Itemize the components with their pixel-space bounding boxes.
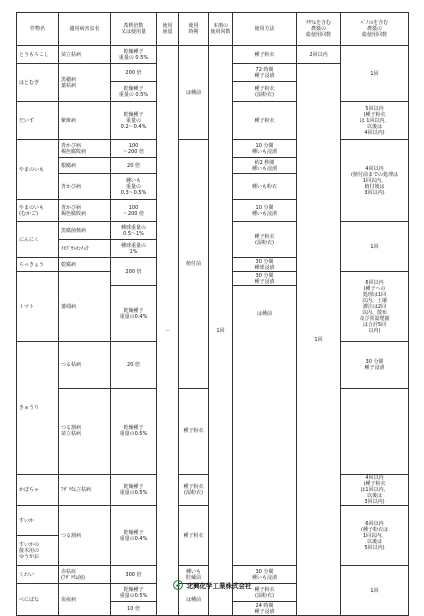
cell-crop: トマト (17, 272, 59, 342)
cell-dilution: 100 ～200 倍 (111, 140, 157, 158)
cell-dilution: 200 倍 (111, 64, 157, 82)
cell-crop: べにばな (17, 584, 59, 616)
cell-crop: はとむぎ (17, 64, 59, 102)
cell-dilution: 乾燥種子 重量の0.5% (111, 388, 157, 474)
cell-benomyl: 6回以内 (種子粉衣は 1回以内、 以後は 5回以内) (341, 506, 409, 566)
cell-dilution: 200 倍 (111, 258, 157, 286)
cell-method: 種子粉衣 (湿粉衣) (233, 82, 297, 102)
header-count: 本剤の 使用回数 (209, 13, 233, 46)
cell-volume: － (157, 46, 179, 616)
cell-dilution: 乾燥種子 重量の 0.5% (111, 82, 157, 102)
footer (0, 578, 424, 592)
company-name: 北興化学工業株式会社 (186, 581, 252, 590)
cell-method: 30 分間 種子浸漬 (233, 272, 297, 286)
cell-thiram: 2回以内 (297, 46, 341, 64)
cell-count: 1回 (209, 46, 233, 616)
cell-timing: は種前 (179, 46, 209, 140)
cell-disease: 萎凋病 (59, 272, 111, 342)
cell-benomyl: 1回 (341, 566, 409, 616)
cell-disease: 苗立枯病 (59, 46, 111, 64)
cell-disease: つる枯病 (59, 342, 111, 389)
header-crop: 作物名 (17, 13, 59, 46)
cell-dilution: 種球重量の 0.5～1% (111, 222, 157, 240)
header-benomyl-total: ﾍﾞﾉﾐﾙを含む 農薬の 総使用回数 (341, 13, 409, 46)
header-dilution: 希釈倍数 又は使用量 (111, 13, 157, 46)
cell-disease: 青かび病 (59, 174, 111, 200)
cell-benomyl: 1回 (341, 46, 409, 102)
cell-timing: は種前 (179, 584, 209, 616)
cell-method: 30 分間 種いも浸漬 (233, 566, 297, 584)
cell-disease: 黒腐菌核病 (59, 222, 111, 240)
cell-benomyl: 5回以内 (種子粉衣 は 1回以内、 以後は 4回以内) (341, 102, 409, 140)
cell-dilution: 乾燥種子 重量の 0.5% (111, 46, 157, 64)
cell-crop: やまのいも (むかご) (17, 200, 59, 222)
cell-method: 72 時間 種子浸漬 (233, 64, 297, 82)
cell-crop: にんにく (17, 222, 59, 258)
header-method: 使用方法 (233, 13, 297, 46)
cell-method: 種子粉衣 (179, 506, 209, 566)
cell-crop: くわい (17, 566, 59, 584)
cell-disease: 赤枯症 (ﾌｻﾞﾘｳﾑ菌) (59, 566, 111, 584)
application-table (16, 12, 409, 616)
cell-crop: とうもろこし (17, 46, 59, 64)
cell-crop: すいか (17, 506, 59, 536)
cell-method: 種いも粉衣 (233, 174, 297, 200)
cell-method: 24 時間 種子浸漬 (233, 602, 297, 616)
cell-method: 10 分間 種いも浸漬 (233, 200, 297, 222)
cell-method: 30 分間 種子浸漬 (341, 342, 409, 389)
cell-disease: つる割病 (59, 506, 111, 566)
cell-method: 種子粉衣 (湿粉衣) (233, 584, 297, 602)
cell-dilution: 種球重量の 1% (111, 240, 157, 258)
cell-dilution: 20 倍 (111, 342, 157, 389)
table-row (17, 46, 409, 64)
cell-method: 種子粉衣 (179, 388, 209, 474)
cell-dilution: 乾燥種子 重量の 0.2～0.4% (111, 102, 157, 140)
cell-disease: 根腐病 (59, 158, 111, 174)
cell-disease: 黒穂病 葉枯病 (59, 64, 111, 102)
cell-disease: 乾腐病 (59, 258, 111, 272)
cell-crop: すいかの 接木用の ゆうがお (17, 536, 59, 566)
header-disease: 適用病害虫名 (59, 13, 111, 46)
cell-benomyl: 6回以内 (種子への 処理は1回 以内、土壌 灌注は2回 以内、散布 及び常温煙霧 は合計5回 以内) (341, 272, 409, 342)
cell-dilution: 種いも 重量の 0.3～0.5% (111, 174, 157, 200)
cell-dilution: 乾燥種子 重量の0.5% (111, 584, 157, 602)
cell-dilution: 乾燥種子 重量の0.4% (111, 286, 157, 342)
cell-timing: 植付前 (179, 140, 209, 389)
cell-thiram: 1回 (297, 64, 341, 616)
cell-method: 約2 秒間 種いも浸漬 (233, 158, 297, 174)
cell-benomyl: 4回以内 (種子粉衣 は1回以内、 以後は 3回以内) (341, 475, 409, 506)
cell-method: 種子粉衣 (湿粉衣) (179, 475, 209, 506)
header-row (17, 13, 409, 46)
cell-benomyl: 1回 (341, 222, 409, 272)
cell-crop: だいず (17, 102, 59, 140)
cell-crop: きゅうり (17, 342, 59, 475)
cell-dilution: 300 倍 (111, 566, 157, 584)
cell-method: 種子粉衣 (233, 46, 297, 64)
cell-disease: 青かび病 褐色腐敗病 (59, 200, 111, 222)
cell-method: 種子粉衣 (湿粉衣) (233, 222, 297, 258)
cell-disease: 炭疽病 (59, 584, 111, 616)
cell-timing-blank (233, 342, 297, 566)
cell-crop: かぼちゃ (17, 475, 59, 506)
cell-method: 10 分間 種いも浸漬 (233, 140, 297, 158)
cell-dilution: 100 ～200 倍 (111, 200, 157, 222)
header-volume: 使用 液量 (157, 13, 179, 46)
cell-crop: らっきょう (17, 258, 59, 272)
cell-dilution: 乾燥種子 重量の0.4% (111, 506, 157, 566)
cell-disease: 青かび病 褐色腐敗病 (59, 140, 111, 158)
header-thiram-total: ﾁｳﾗﾑを含む 農薬の 総使用回数 (297, 13, 341, 46)
cell-dilution: 10 倍 (111, 602, 157, 616)
cell-crop: やまのいも (17, 140, 59, 200)
cell-method: 30 分間 種球浸漬 (233, 258, 297, 272)
hokko-logo-icon (173, 580, 183, 590)
cell-timing: は種前 (233, 286, 297, 342)
cell-disease: ﾌｻﾞﾘｳﾑ立枯病 (59, 475, 111, 506)
cell-dilution: 乾燥種子 重量の0.5% (111, 475, 157, 506)
cell-benomyl: 4回以内 (植付前までの処理は 1回以内、 植付後は 3回以内) (341, 140, 409, 222)
cell-disease: ｲﾓｸﾞｻﾚｾﾝﾁｭｳ (59, 240, 111, 258)
cell-timing: 種いも 貯蔵前 (179, 566, 209, 584)
cell-disease: 紫斑病 (59, 102, 111, 140)
cell-disease: つる割病 苗立枯病 (59, 388, 111, 474)
cell-dilution: 20 倍 (111, 158, 157, 174)
cell-method: 種子粉衣 (233, 102, 297, 140)
header-timing: 使用 時期 (179, 13, 209, 46)
